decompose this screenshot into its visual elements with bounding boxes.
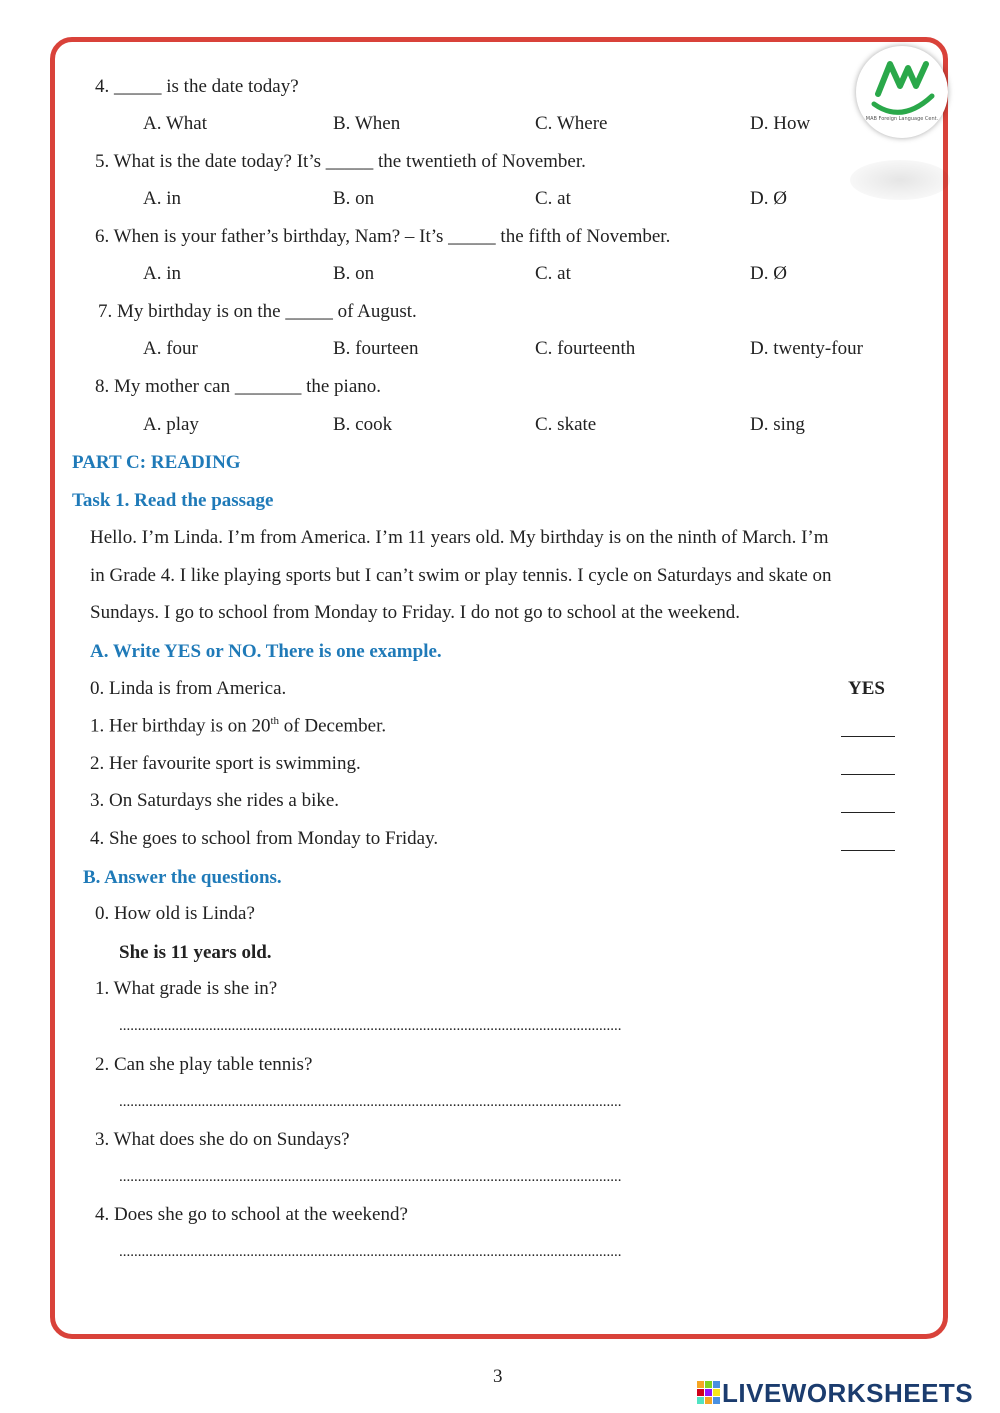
q4-option-d: D. How xyxy=(750,113,811,134)
q6-option-c: C. at xyxy=(535,263,571,284)
q5-option-c: C. at xyxy=(535,188,571,209)
passage-line-1: Hello. I’m Linda. I’m from America. I’m 11 years old. My birthday is on the ninth of March. I’m xyxy=(90,527,829,548)
answer-question-1: 1. What grade is she in? xyxy=(95,978,278,999)
question-6-stem: 6. When is your father’s birthday, Nam? – It’s _____ the fifth of November. xyxy=(95,226,671,247)
logo-shadow xyxy=(850,160,950,200)
page-number: 3 xyxy=(493,1366,503,1387)
question-8-stem: 8. My mother can _______ the piano. xyxy=(95,376,382,397)
answer-line-3[interactable]: ...................................................................................................................................... xyxy=(119,1169,622,1185)
q8-option-a: A. play xyxy=(143,414,199,435)
answer-line-1[interactable]: ...................................................................................................................................... xyxy=(119,1018,622,1034)
yes-no-blank-3[interactable] xyxy=(841,798,895,817)
q6-option-a: A. in xyxy=(143,263,181,284)
question-7-stem: 7. My birthday is on the _____ of August. xyxy=(98,301,417,322)
svg-text:MAB Foreign Language Cent.: MAB Foreign Language Cent. xyxy=(865,116,939,122)
q8-option-b: B. cook xyxy=(333,414,393,435)
yes-no-blank-4[interactable] xyxy=(841,836,895,855)
liveworksheets-brand[interactable]: LIVEWORKSHEETS xyxy=(722,1378,974,1408)
yes-no-item-1 xyxy=(90,716,386,735)
section-a-heading: A. Write YES or NO. There is one example. xyxy=(90,641,442,662)
question-4-stem: 4. _____ is the date today? xyxy=(95,76,299,97)
yes-no-example: 0. Linda is from America. xyxy=(90,678,287,699)
q6-option-b: B. on xyxy=(333,263,375,284)
answer-line-4[interactable]: ...................................................................................................................................... xyxy=(119,1244,622,1260)
passage-line-3: Sundays. I go to school from Monday to Friday. I do not go to school at the weekend. xyxy=(90,602,740,623)
section-b-heading: B. Answer the questions. xyxy=(83,867,282,888)
yes-no-blank-1[interactable] xyxy=(841,722,895,741)
school-logo xyxy=(856,46,948,138)
q8-option-d: D. sing xyxy=(750,414,805,435)
part-c-heading: PART C: READING xyxy=(72,452,241,473)
passage-line-2: in Grade 4. I like playing sports but I can’t swim or play tennis. I cycle on Saturdays and skate on xyxy=(90,565,832,586)
yes-no-example-answer: YES xyxy=(848,678,885,699)
q7-option-d: D. twenty-four xyxy=(750,338,863,359)
item-1-text: 1. Her birthday is on 20 xyxy=(90,715,271,737)
answer-line-2[interactable]: ...................................................................................................................................... xyxy=(119,1094,622,1110)
task-1-heading: Task 1. Read the passage xyxy=(72,490,274,511)
item-1-text-end: of December. xyxy=(279,715,387,737)
q7-option-a: A. four xyxy=(143,338,198,359)
answer-example-question: 0. How old is Linda? xyxy=(95,903,255,924)
answer-question-2: 2. Can she play table tennis? xyxy=(95,1054,313,1075)
answer-question-4: 4. Does she go to school at the weekend? xyxy=(95,1204,408,1225)
q8-option-c: C. skate xyxy=(535,414,597,435)
question-5-stem: 5. What is the date today? It’s _____ the twentieth of November. xyxy=(95,151,586,172)
q7-option-b: B. fourteen xyxy=(333,338,419,359)
yes-no-item-4: 4. She goes to school from Monday to Friday. xyxy=(90,828,439,849)
item-1-sup: th xyxy=(270,715,280,727)
q4-option-c: C. Where xyxy=(535,113,608,134)
q6-option-d: D. Ø xyxy=(750,263,787,284)
q5-option-d: D. Ø xyxy=(750,188,787,209)
yes-no-item-2: 2. Her favourite sport is swimming. xyxy=(90,753,361,774)
answer-example-answer: She is 11 years old. xyxy=(119,942,272,963)
q5-option-b: B. on xyxy=(333,188,375,209)
q7-option-c: C. fourteenth xyxy=(535,338,636,359)
yes-no-blank-2[interactable] xyxy=(841,760,895,779)
q4-option-b: B. When xyxy=(333,113,401,134)
answer-question-3: 3. What does she do on Sundays? xyxy=(95,1129,350,1150)
q5-option-a: A. in xyxy=(143,188,181,209)
yes-no-item-3: 3. On Saturdays she rides a bike. xyxy=(90,790,340,811)
q4-option-a: A. What xyxy=(143,113,208,134)
liveworksheets-logo-icon xyxy=(697,1381,721,1405)
